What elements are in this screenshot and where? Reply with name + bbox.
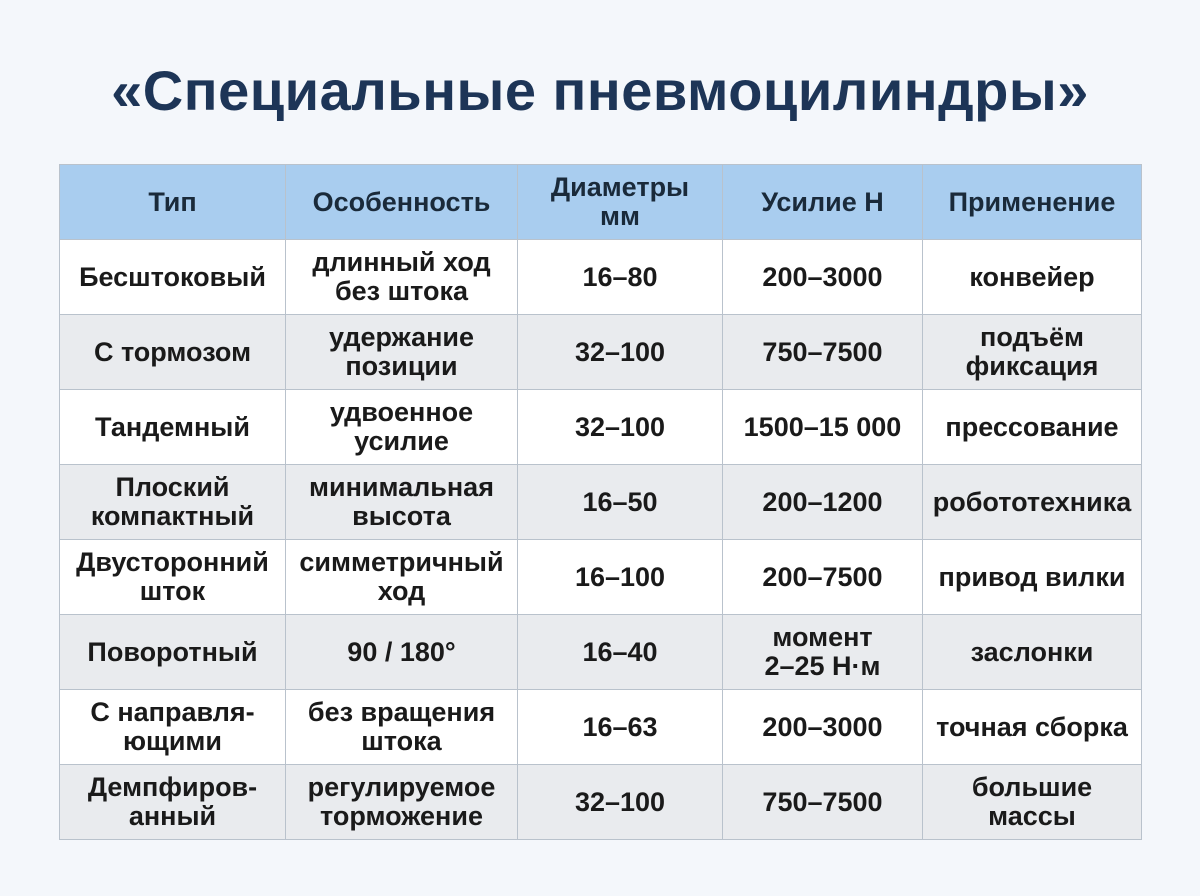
- cell-diameters: 32–100: [518, 765, 723, 840]
- table-row: [60, 765, 1142, 840]
- table-row: [60, 315, 1142, 390]
- cell-force: 200–3000: [723, 690, 923, 765]
- column-header-force: Усилие Н: [723, 165, 923, 240]
- column-header-diameters: Диаметры мм: [518, 165, 723, 240]
- cell-type: Плоский компактный: [60, 465, 286, 540]
- cell-type: Поворотный: [60, 615, 286, 690]
- cell-force: 750–7500: [723, 315, 923, 390]
- table-row: [60, 465, 1142, 540]
- cell-feature: удержание позиции: [286, 315, 518, 390]
- cell-feature: длинный ход без штока: [286, 240, 518, 315]
- cell-application: привод вилки: [923, 540, 1142, 615]
- cell-type: С тормозом: [60, 315, 286, 390]
- cell-application: робототехника: [923, 465, 1142, 540]
- cell-force: момент 2–25 Н·м: [723, 615, 923, 690]
- cell-application: большие массы: [923, 765, 1142, 840]
- spec-table: [59, 164, 1142, 840]
- column-header-application: Применение: [923, 165, 1142, 240]
- cell-diameters: 16–63: [518, 690, 723, 765]
- cell-feature: регулируемое торможение: [286, 765, 518, 840]
- cell-application: конвейер: [923, 240, 1142, 315]
- cell-force: 1500–15 000: [723, 390, 923, 465]
- cell-type: Тандемный: [60, 390, 286, 465]
- cell-force: 200–7500: [723, 540, 923, 615]
- cell-type: Демпфиров- анный: [60, 765, 286, 840]
- cell-diameters: 16–40: [518, 615, 723, 690]
- cell-application: прессование: [923, 390, 1142, 465]
- table-row: [60, 690, 1142, 765]
- cell-feature: удвоенное усилие: [286, 390, 518, 465]
- page-title: «Специальные пневмоцилиндры»: [111, 59, 1089, 122]
- header-row: [60, 165, 1142, 240]
- cell-force: 200–3000: [723, 240, 923, 315]
- cell-feature: симметричный ход: [286, 540, 518, 615]
- cell-diameters: 16–80: [518, 240, 723, 315]
- cell-type: Двусторонний шток: [60, 540, 286, 615]
- cell-application: заслонки: [923, 615, 1142, 690]
- cell-diameters: 32–100: [518, 390, 723, 465]
- cell-type: С направля- ющими: [60, 690, 286, 765]
- table-row: [60, 240, 1142, 315]
- table-row: [60, 390, 1142, 465]
- cell-application: точная сборка: [923, 690, 1142, 765]
- cell-diameters: 16–50: [518, 465, 723, 540]
- cell-feature: 90 / 180°: [286, 615, 518, 690]
- cell-application: подъём фиксация: [923, 315, 1142, 390]
- table-header: [60, 165, 1142, 240]
- cell-type: Бесштоковый: [60, 240, 286, 315]
- cell-force: 750–7500: [723, 765, 923, 840]
- column-header-feature: Особенность: [286, 165, 518, 240]
- cell-force: 200–1200: [723, 465, 923, 540]
- table-row: [60, 615, 1142, 690]
- table-body: [60, 240, 1142, 840]
- cell-feature: минимальная высота: [286, 465, 518, 540]
- cell-feature: без вращения штока: [286, 690, 518, 765]
- cell-diameters: 16–100: [518, 540, 723, 615]
- table-row: [60, 540, 1142, 615]
- cell-diameters: 32–100: [518, 315, 723, 390]
- column-header-type: Тип: [60, 165, 286, 240]
